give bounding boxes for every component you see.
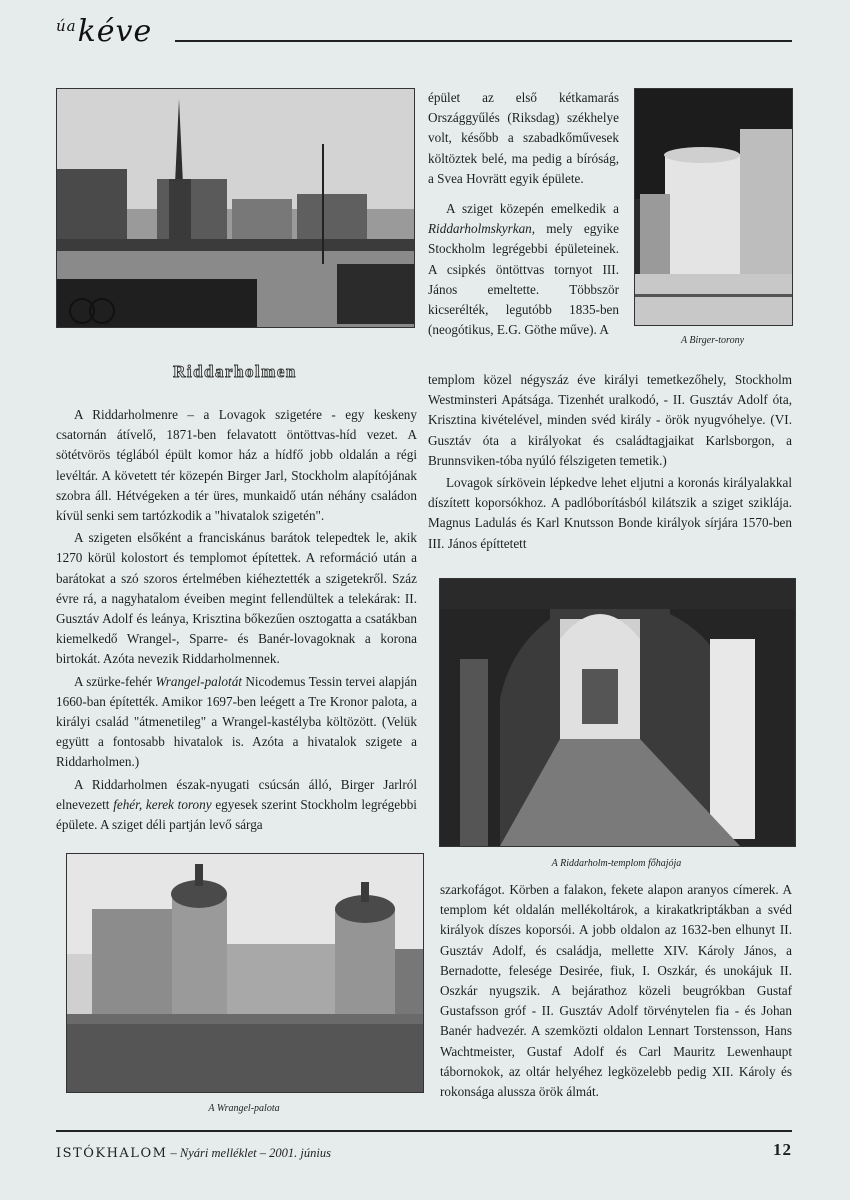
paragraph: A szigeten elsőként a franciskánus barátok telepedtek le, akik 1270 körül kolostort és templomot építettek. A reformáció után a barátokat a szó szoros értelmében kiéheztették a szigetekről. Száz évre rá, a nagyhatalom éveiben megint fellendültek a telekárak: II. Gusztáv Adolf és leánya, Krisztina bőkezűen osztogatta a csatákban kiemelkedő Wrangel-, Sparre- és Banér-lovagoknak a korona birtokát. Azóta nevezik Riddarholmennek. <box>56 530 417 667</box>
caption-church-interior: A Riddarholm-templom főhajója <box>551 858 682 869</box>
article-right-column-upper <box>428 370 792 554</box>
photo-wrangel-palace <box>66 853 424 1093</box>
article-middle-column <box>428 88 619 340</box>
footer-rule <box>56 1130 792 1132</box>
logo-main: kéve <box>77 14 153 49</box>
article-right-column-lower <box>440 880 792 1102</box>
header-rule <box>175 40 792 42</box>
caption-palace: A Wrangel-palota <box>208 1103 280 1114</box>
magazine-logo <box>56 14 152 49</box>
paragraph: A Riddarholmenre – a Lovagok szigetére - egy keskeny csatornán átívelő, 1871-ben felavatott öntöttvas-híd vezet. A sötétvörös téglából épült komor ház a hídfő jobb oldalán a régi levéltár. A követett tér közepén Birger Jarl, Stockholm alapítójának szobra áll. Hétvégeken a tér üres, munkaidő után néhány családon kívül senki sem tartózkodik a "hivatalok szigetén". <box>56 407 417 524</box>
photo-riddarholmen-view <box>56 88 415 328</box>
logo-prefix: úa <box>56 17 77 35</box>
photo-birger-tower <box>634 88 793 326</box>
paragraph: szarkofágot. Körben a falakon, fekete alapon aranyos címerek. A templom két oldalán mellékoltárok, a kirakatkriptákban a svéd királyok díszes koporsói. A jobb oldalon az 1632-ben elhunyt II. Gusztáv Adolf, és családja, mellette XIV. Károly János, a Bernadotte, felesége Desirée, fiuk, I. Oszkár, és unokájuk II. Oszkár nyugszik. A bejárathoz közeli beugrókban Gustaf Gustafsson gróf - II. Gusztáv Adolf törvénytelen fia - és Johan Banér hadvezér. A szemközti oldalon Lennart Torstensson, Hans Wachtmeister, Gustaf Adolf és Carl Mauritz Lewenhaupt tábornokok, az oltár helyéhez legközelebb pedig XII. Károly és rokonsága alussza örök álmát. <box>440 882 792 1100</box>
paragraph: épület az első kétkamarás Országgyűlés (Riksdag) székhelye volt, később a szabadkőművesek költöztek belé, ma pedig a bíróság, a Svea Hovrätt egyik épülete. <box>428 90 619 186</box>
article-left-column <box>56 405 417 835</box>
paragraph: A szürke-fehér Wrangel-palotát Nicodemus Tessin tervei alapján 1660-ban építették. Amikor 1697-ben leégett a Tre Kronor palota, a királyi család "átmenetileg" a Wrangel-kastélyba költözött. (Velük együtt a fontosabb hivatalok is. Azóta a hivatalok szigete a Riddarholmen.) <box>56 673 417 770</box>
paragraph: A Riddarholmen észak-nyugati csúcsán álló, Birger Jarlról elnevezett fehér, kerek torony egyesek szerint Stockholm legrégebbi épülete. A sziget déli partján levő sárga <box>56 776 417 833</box>
photo-church-interior <box>439 578 796 847</box>
page-number: 12 <box>773 1140 792 1159</box>
footer-text <box>56 1146 331 1161</box>
footer-issue: – Nyári melléklet – 2001. június <box>167 1146 331 1160</box>
footer-magazine: ISTÓKHALOM <box>56 1146 168 1161</box>
paragraph: templom közel négyszáz éve királyi temetkezőhely, Stockholm Westminsteri Apátsága. Tizenhét uralkodó, - II. Gusztáv Adolf óta, Krisztina kivételével, minden svéd király - örök nyugvóhelye. (VI. Gusztáv óta a királyokat és családtagjaikat Karlsborgon, a Brunnsviken-tóba nyúló félszigeten temetik.) <box>428 372 792 468</box>
paragraph: Lovagok sírkövein lépkedve lehet eljutni a koronás királyalakkal díszített koporsókhoz. A padlóborításból kilátszik a sziget sziklája. Magnus Ladulás és Karl Knutsson Bonde királyok sírjára 1570-ben III. János építtetett <box>428 475 792 551</box>
paragraph: A sziget közepén emelkedik a Riddarholmskyrkan, mely egyike Stockholm legrégebbi épületeinek. A csipkés öntöttvas tornyot III. János emeltette. Többször kicserélték, legutóbb 1835-ben (neogótikus, E.G. Göthe műve). A <box>428 201 619 338</box>
article-title: Riddarholmen <box>173 362 297 381</box>
caption-tower: A Birger-torony <box>680 335 745 346</box>
